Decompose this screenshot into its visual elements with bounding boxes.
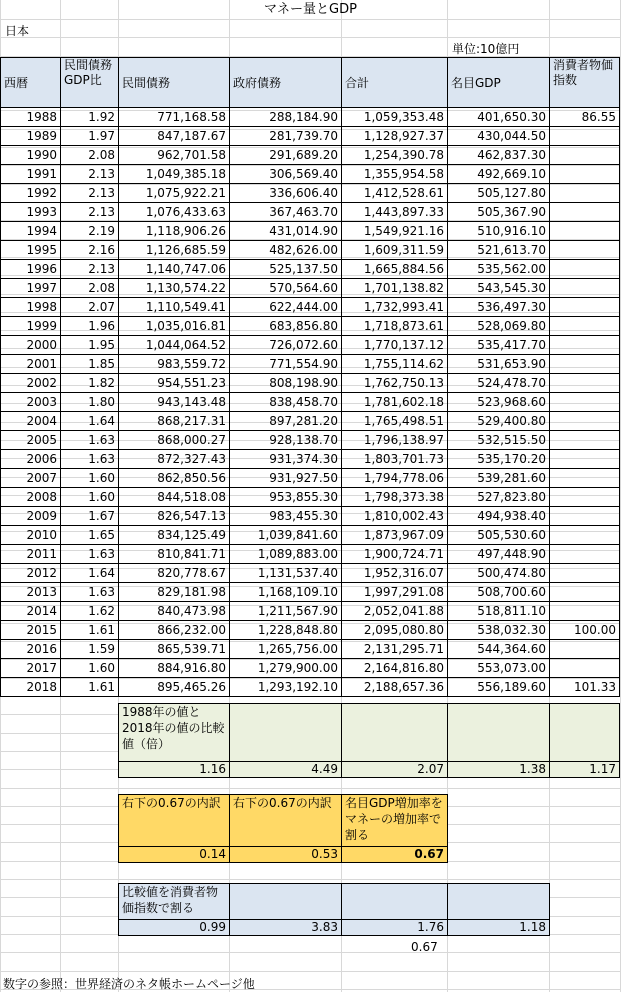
table-row <box>1 298 620 317</box>
cell-year: 1997 <box>1 279 61 298</box>
cell-total: 1,665,884.56 <box>342 260 448 279</box>
cell-total: 1,443,897.33 <box>342 203 448 222</box>
table-row <box>1 412 620 431</box>
cell-cpi <box>550 583 620 602</box>
cell-nominal-gdp: 553,073.00 <box>448 659 550 678</box>
cell-debt-gdp-ratio: 2.08 <box>61 146 119 165</box>
cell-total: 1,732,993.41 <box>342 298 448 317</box>
cell-government-debt: 367,463.70 <box>230 203 342 222</box>
table-row <box>1 621 620 640</box>
cell-nominal-gdp: 494,938.40 <box>448 507 550 526</box>
cell-government-debt: 431,014.90 <box>230 222 342 241</box>
cell-cpi <box>550 640 620 659</box>
cell-private-debt: 844,518.08 <box>119 488 230 507</box>
cell-total: 1,794,778.06 <box>342 469 448 488</box>
cpi-divide-extra-value: 0.67 <box>411 940 438 954</box>
cell-government-debt: 838,458.70 <box>230 393 342 412</box>
cell-private-debt: 895,465.26 <box>119 678 230 697</box>
cell-total: 1,770,137.12 <box>342 336 448 355</box>
cell-government-debt: 525,137.50 <box>230 260 342 279</box>
cell-government-debt: 1,131,537.40 <box>230 564 342 583</box>
table-row <box>1 355 620 374</box>
cell-debt-gdp-ratio: 2.07 <box>61 298 119 317</box>
cell-debt-gdp-ratio: 1.64 <box>61 564 119 583</box>
cell-private-debt: 810,841.71 <box>119 545 230 564</box>
cell-debt-gdp-ratio: 2.19 <box>61 222 119 241</box>
header-private-debt: 民間債務 <box>119 58 230 108</box>
cell-cpi <box>550 431 620 450</box>
breakdown-value-2: 0.53 <box>230 847 342 863</box>
cell-nominal-gdp: 535,170.20 <box>448 450 550 469</box>
cell-private-debt: 1,130,574.22 <box>119 279 230 298</box>
table-row <box>1 469 620 488</box>
cell-government-debt: 570,564.60 <box>230 279 342 298</box>
cell-cpi <box>550 336 620 355</box>
cell-nominal-gdp: 430,044.50 <box>448 127 550 146</box>
cell-nominal-gdp: 535,562.00 <box>448 260 550 279</box>
cell-cpi <box>550 279 620 298</box>
cell-total: 1,412,528.61 <box>342 184 448 203</box>
cell-year: 1995 <box>1 241 61 260</box>
cell-private-debt: 943,143.48 <box>119 393 230 412</box>
cell-debt-gdp-ratio: 1.85 <box>61 355 119 374</box>
cell-debt-gdp-ratio: 1.95 <box>61 336 119 355</box>
cell-total: 1,762,750.13 <box>342 374 448 393</box>
cell-year: 2016 <box>1 640 61 659</box>
cell-government-debt: 622,444.00 <box>230 298 342 317</box>
cell-nominal-gdp: 538,032.30 <box>448 621 550 640</box>
breakdown-table <box>118 794 448 863</box>
cell-private-debt: 847,187.67 <box>119 127 230 146</box>
cpi-divide-total: 1.76 <box>342 920 448 936</box>
cell-year: 2000 <box>1 336 61 355</box>
table-row <box>1 222 620 241</box>
cell-year: 2008 <box>1 488 61 507</box>
cell-year: 1992 <box>1 184 61 203</box>
cell-debt-gdp-ratio: 1.60 <box>61 469 119 488</box>
cell-year: 1994 <box>1 222 61 241</box>
cell-cpi <box>550 488 620 507</box>
table-row <box>1 374 620 393</box>
cell-government-debt: 931,927.50 <box>230 469 342 488</box>
cell-cpi <box>550 317 620 336</box>
cell-year: 1991 <box>1 165 61 184</box>
cell-cpi <box>550 412 620 431</box>
cell-cpi: 100.00 <box>550 621 620 640</box>
cell-cpi <box>550 526 620 545</box>
cell-debt-gdp-ratio: 1.63 <box>61 545 119 564</box>
cell-private-debt: 834,125.49 <box>119 526 230 545</box>
cell-year: 2010 <box>1 526 61 545</box>
compare-government-debt: 4.49 <box>230 762 342 778</box>
header-cpi: 消費者物価指数 <box>550 58 620 108</box>
cell-nominal-gdp: 510,916.10 <box>448 222 550 241</box>
table-row <box>1 203 620 222</box>
cell-nominal-gdp: 556,189.60 <box>448 678 550 697</box>
cell-debt-gdp-ratio: 1.60 <box>61 659 119 678</box>
cell-total: 1,701,138.82 <box>342 279 448 298</box>
cell-cpi <box>550 165 620 184</box>
compare-private-debt: 1.16 <box>119 762 230 778</box>
cell-government-debt: 931,374.30 <box>230 450 342 469</box>
cell-total: 1,254,390.78 <box>342 146 448 165</box>
table-row <box>1 431 620 450</box>
cell-government-debt: 1,265,756.00 <box>230 640 342 659</box>
cell-year: 1990 <box>1 146 61 165</box>
cell-private-debt: 1,110,549.41 <box>119 298 230 317</box>
header-total: 合計 <box>342 58 448 108</box>
cell-cpi <box>550 374 620 393</box>
header-government-debt: 政府債務 <box>230 58 342 108</box>
data-table <box>0 57 620 717</box>
cell-debt-gdp-ratio: 1.62 <box>61 602 119 621</box>
cell-government-debt: 1,168,109.10 <box>230 583 342 602</box>
cell-private-debt: 954,551.23 <box>119 374 230 393</box>
cell-nominal-gdp: 531,653.90 <box>448 355 550 374</box>
cell-total: 1,609,311.59 <box>342 241 448 260</box>
cell-year: 2003 <box>1 393 61 412</box>
cell-debt-gdp-ratio: 1.63 <box>61 450 119 469</box>
table-row <box>1 602 620 621</box>
table-row <box>1 393 620 412</box>
breakdown-label-2: 右下の0.67の内訳 <box>230 795 342 847</box>
cell-debt-gdp-ratio: 2.13 <box>61 260 119 279</box>
cell-private-debt: 872,327.43 <box>119 450 230 469</box>
cell-government-debt: 1,089,883.00 <box>230 545 342 564</box>
cell-total: 2,095,080.80 <box>342 621 448 640</box>
cell-debt-gdp-ratio: 2.13 <box>61 165 119 184</box>
cell-private-debt: 1,049,385.18 <box>119 165 230 184</box>
cell-cpi <box>550 545 620 564</box>
cell-nominal-gdp: 539,281.60 <box>448 469 550 488</box>
cell-private-debt: 862,850.56 <box>119 469 230 488</box>
cpi-divide-table <box>118 883 550 936</box>
cell-debt-gdp-ratio: 1.67 <box>61 507 119 526</box>
breakdown-label-1: 右下の0.67の内訳 <box>119 795 230 847</box>
cell-government-debt: 953,855.30 <box>230 488 342 507</box>
cell-total: 1,355,954.58 <box>342 165 448 184</box>
cell-private-debt: 1,044,064.52 <box>119 336 230 355</box>
cell-total: 1,952,316.07 <box>342 564 448 583</box>
cell-total: 2,188,657.36 <box>342 678 448 697</box>
cell-government-debt: 306,569.40 <box>230 165 342 184</box>
compare-table <box>118 703 620 778</box>
cell-nominal-gdp: 500,474.80 <box>448 564 550 583</box>
cell-debt-gdp-ratio: 1.80 <box>61 393 119 412</box>
cell-private-debt: 826,547.13 <box>119 507 230 526</box>
cell-government-debt: 928,138.70 <box>230 431 342 450</box>
cell-year: 2005 <box>1 431 61 450</box>
cell-total: 1,796,138.97 <box>342 431 448 450</box>
unit-label: 単位:10億円 <box>452 42 520 56</box>
table-header-row <box>1 58 620 108</box>
table-row <box>1 583 620 602</box>
cell-private-debt: 1,118,906.26 <box>119 222 230 241</box>
table-row <box>1 640 620 659</box>
cell-cpi: 101.33 <box>550 678 620 697</box>
cell-nominal-gdp: 532,515.50 <box>448 431 550 450</box>
sheet-title: マネー量とGDP <box>264 2 357 17</box>
cell-year: 1999 <box>1 317 61 336</box>
header-nominal-gdp: 名目GDP <box>448 58 550 108</box>
cell-cpi <box>550 203 620 222</box>
cell-debt-gdp-ratio: 1.97 <box>61 127 119 146</box>
table-row <box>1 317 620 336</box>
cell-government-debt: 1,293,192.10 <box>230 678 342 697</box>
cell-cpi <box>550 469 620 488</box>
cell-debt-gdp-ratio: 1.61 <box>61 621 119 640</box>
cell-debt-gdp-ratio: 1.96 <box>61 317 119 336</box>
table-row <box>1 659 620 678</box>
source-note: 数字の参照：世界経済のネタ帳ホームページ他 <box>3 977 255 991</box>
cell-year: 1988 <box>1 108 61 127</box>
cell-nominal-gdp: 521,613.70 <box>448 241 550 260</box>
cell-government-debt: 1,039,841.60 <box>230 526 342 545</box>
cpi-divide-nominal-gdp: 1.18 <box>448 920 550 936</box>
cell-cpi <box>550 602 620 621</box>
cell-nominal-gdp: 508,700.60 <box>448 583 550 602</box>
cell-nominal-gdp: 527,823.80 <box>448 488 550 507</box>
cell-cpi <box>550 298 620 317</box>
cell-total: 1,755,114.62 <box>342 355 448 374</box>
cell-private-debt: 829,181.98 <box>119 583 230 602</box>
cell-private-debt: 1,140,747.06 <box>119 260 230 279</box>
cell-nominal-gdp: 462,837.30 <box>448 146 550 165</box>
cell-government-debt: 288,184.90 <box>230 108 342 127</box>
cell-debt-gdp-ratio: 2.08 <box>61 279 119 298</box>
cell-private-debt: 866,232.00 <box>119 621 230 640</box>
cell-cpi <box>550 355 620 374</box>
table-row <box>1 241 620 260</box>
cell-year: 2002 <box>1 374 61 393</box>
compare-nominal-gdp: 1.38 <box>448 762 550 778</box>
cell-nominal-gdp: 505,530.60 <box>448 526 550 545</box>
cell-total: 1,059,353.48 <box>342 108 448 127</box>
cell-year: 1989 <box>1 127 61 146</box>
cell-government-debt: 281,739.70 <box>230 127 342 146</box>
cell-nominal-gdp: 518,811.10 <box>448 602 550 621</box>
cell-cpi <box>550 659 620 678</box>
table-row <box>1 108 620 127</box>
cell-government-debt: 291,689.20 <box>230 146 342 165</box>
cell-total: 1,781,602.18 <box>342 393 448 412</box>
cell-total: 1,718,873.61 <box>342 317 448 336</box>
table-row <box>1 146 620 165</box>
cell-nominal-gdp: 492,669.10 <box>448 165 550 184</box>
cell-government-debt: 1,228,848.80 <box>230 621 342 640</box>
cpi-divide-private-debt: 0.99 <box>119 920 230 936</box>
cell-private-debt: 884,916.80 <box>119 659 230 678</box>
cell-cpi <box>550 564 620 583</box>
table-row <box>1 488 620 507</box>
cell-cpi <box>550 241 620 260</box>
cell-nominal-gdp: 505,127.80 <box>448 184 550 203</box>
cell-total: 2,052,041.88 <box>342 602 448 621</box>
cell-nominal-gdp: 523,968.60 <box>448 393 550 412</box>
breakdown-value-1: 0.14 <box>119 847 230 863</box>
table-row <box>1 279 620 298</box>
cell-debt-gdp-ratio: 1.92 <box>61 108 119 127</box>
cell-nominal-gdp: 543,545.30 <box>448 279 550 298</box>
cell-year: 2006 <box>1 450 61 469</box>
cell-debt-gdp-ratio: 1.82 <box>61 374 119 393</box>
cell-government-debt: 683,856.80 <box>230 317 342 336</box>
cell-government-debt: 1,211,567.90 <box>230 602 342 621</box>
cpi-divide-government-debt: 3.83 <box>230 920 342 936</box>
cell-year: 2007 <box>1 469 61 488</box>
cell-year: 2017 <box>1 659 61 678</box>
cell-government-debt: 771,554.90 <box>230 355 342 374</box>
cell-government-debt: 1,279,900.00 <box>230 659 342 678</box>
cell-government-debt: 482,626.00 <box>230 241 342 260</box>
country-label: 日本 <box>5 24 30 38</box>
cell-private-debt: 840,473.98 <box>119 602 230 621</box>
cell-private-debt: 1,076,433.63 <box>119 203 230 222</box>
cell-private-debt: 962,701.58 <box>119 146 230 165</box>
table-row <box>1 545 620 564</box>
cell-cpi: 86.55 <box>550 108 620 127</box>
cell-total: 2,131,295.71 <box>342 640 448 659</box>
compare-total: 2.07 <box>342 762 448 778</box>
cell-year: 2004 <box>1 412 61 431</box>
cell-year: 1993 <box>1 203 61 222</box>
table-row <box>1 678 620 697</box>
cell-nominal-gdp: 536,497.30 <box>448 298 550 317</box>
cell-private-debt: 865,539.71 <box>119 640 230 659</box>
table-row <box>1 127 620 146</box>
table-row <box>1 450 620 469</box>
cell-debt-gdp-ratio: 1.59 <box>61 640 119 659</box>
cell-year: 2018 <box>1 678 61 697</box>
cell-nominal-gdp: 544,364.60 <box>448 640 550 659</box>
cell-year: 1996 <box>1 260 61 279</box>
cell-nominal-gdp: 528,069.80 <box>448 317 550 336</box>
cell-total: 1,900,724.71 <box>342 545 448 564</box>
cell-year: 2009 <box>1 507 61 526</box>
cell-debt-gdp-ratio: 1.60 <box>61 488 119 507</box>
cell-private-debt: 983,559.72 <box>119 355 230 374</box>
compare-cpi: 1.17 <box>550 762 620 778</box>
cell-nominal-gdp: 505,367.90 <box>448 203 550 222</box>
cell-cpi <box>550 127 620 146</box>
cell-year: 1998 <box>1 298 61 317</box>
cell-cpi <box>550 146 620 165</box>
header-year: 西暦 <box>1 58 61 108</box>
cell-nominal-gdp: 524,478.70 <box>448 374 550 393</box>
table-row <box>1 260 620 279</box>
cell-cpi <box>550 393 620 412</box>
table-row <box>1 165 620 184</box>
cell-nominal-gdp: 497,448.90 <box>448 545 550 564</box>
table-row <box>1 526 620 545</box>
cell-total: 1,549,921.16 <box>342 222 448 241</box>
cell-total: 1,873,967.09 <box>342 526 448 545</box>
cell-total: 1,765,498.51 <box>342 412 448 431</box>
cell-nominal-gdp: 401,650.30 <box>448 108 550 127</box>
table-row <box>1 184 620 203</box>
cell-nominal-gdp: 535,417.70 <box>448 336 550 355</box>
cpi-divide-label: 比較値を消費者物価指数で割る <box>119 884 230 920</box>
compare-label: 1988年の値と2018年の値の比較値（倍） <box>119 704 230 762</box>
cell-private-debt: 820,778.67 <box>119 564 230 583</box>
table-row <box>1 507 620 526</box>
cell-total: 2,164,816.80 <box>342 659 448 678</box>
cell-cpi <box>550 450 620 469</box>
cell-total: 1,803,701.73 <box>342 450 448 469</box>
cell-private-debt: 1,035,016.81 <box>119 317 230 336</box>
breakdown-value-3: 0.67 <box>342 847 448 863</box>
cell-government-debt: 726,072.60 <box>230 336 342 355</box>
cell-private-debt: 868,217.31 <box>119 412 230 431</box>
cell-total: 1,128,927.37 <box>342 127 448 146</box>
cell-debt-gdp-ratio: 2.13 <box>61 184 119 203</box>
cell-private-debt: 868,000.27 <box>119 431 230 450</box>
cell-year: 2011 <box>1 545 61 564</box>
header-debt-gdp-ratio: 民間債務 GDP比 <box>61 58 119 108</box>
cell-year: 2001 <box>1 355 61 374</box>
cell-debt-gdp-ratio: 2.16 <box>61 241 119 260</box>
cell-year: 2013 <box>1 583 61 602</box>
cell-private-debt: 771,168.58 <box>119 108 230 127</box>
cell-nominal-gdp: 529,400.80 <box>448 412 550 431</box>
breakdown-label-3: 名目GDP増加率をマネーの増加率で割る <box>342 795 448 847</box>
cell-debt-gdp-ratio: 1.61 <box>61 678 119 697</box>
cell-government-debt: 808,198.90 <box>230 374 342 393</box>
cell-debt-gdp-ratio: 1.63 <box>61 431 119 450</box>
cell-total: 1,798,373.38 <box>342 488 448 507</box>
cell-cpi <box>550 507 620 526</box>
cell-private-debt: 1,075,922.21 <box>119 184 230 203</box>
cell-total: 1,997,291.08 <box>342 583 448 602</box>
cell-debt-gdp-ratio: 1.65 <box>61 526 119 545</box>
cell-cpi <box>550 260 620 279</box>
cell-private-debt: 1,126,685.59 <box>119 241 230 260</box>
cell-year: 2012 <box>1 564 61 583</box>
cell-debt-gdp-ratio: 2.13 <box>61 203 119 222</box>
table-row <box>1 336 620 355</box>
cell-debt-gdp-ratio: 1.64 <box>61 412 119 431</box>
cell-cpi <box>550 184 620 203</box>
table-row <box>1 564 620 583</box>
cell-total: 1,810,002.43 <box>342 507 448 526</box>
cell-government-debt: 336,606.40 <box>230 184 342 203</box>
cell-government-debt: 983,455.30 <box>230 507 342 526</box>
cell-debt-gdp-ratio: 1.63 <box>61 583 119 602</box>
cell-year: 2015 <box>1 621 61 640</box>
cell-government-debt: 897,281.20 <box>230 412 342 431</box>
cell-cpi <box>550 222 620 241</box>
cell-year: 2014 <box>1 602 61 621</box>
